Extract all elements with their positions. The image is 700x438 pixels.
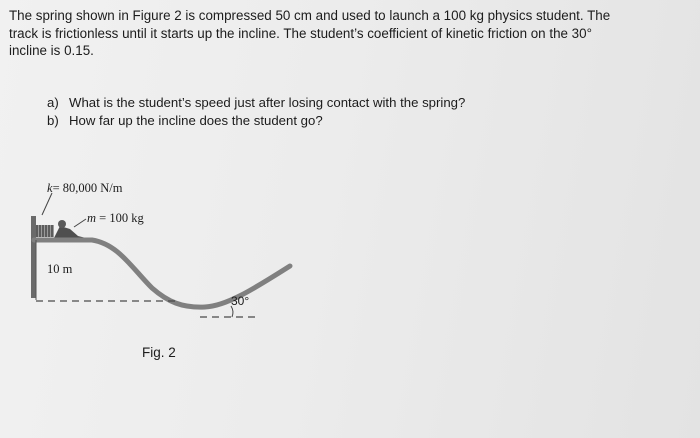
figure-caption: Fig. 2 <box>142 345 176 360</box>
track <box>34 240 290 307</box>
spring-leader-line <box>42 193 52 215</box>
problem-line: incline is 0.15. <box>9 43 94 58</box>
question-text: How far up the incline does the student go? <box>69 113 323 128</box>
spring-constant-label: k= 80,000 N/m <box>47 181 123 195</box>
problem-line: The spring shown in Figure 2 is compressed 50 cm and used to launch a 100 kg physics student. The <box>9 8 611 23</box>
question-letter: a) <box>47 95 59 110</box>
spring <box>36 225 54 237</box>
height-label: 10 m <box>47 262 73 276</box>
wall <box>31 216 36 298</box>
problem-line: track is frictionless until it starts up the incline. The student’s coefficient of kinetic friction on the 30° <box>9 25 592 41</box>
question-letter: b) <box>47 113 59 128</box>
angle-label: 30° <box>231 294 250 308</box>
question-text: What is the student’s speed just after losing contact with the spring? <box>69 95 466 110</box>
mass-label: m = 100 kg <box>87 211 144 225</box>
mass-leader-line <box>74 219 86 227</box>
